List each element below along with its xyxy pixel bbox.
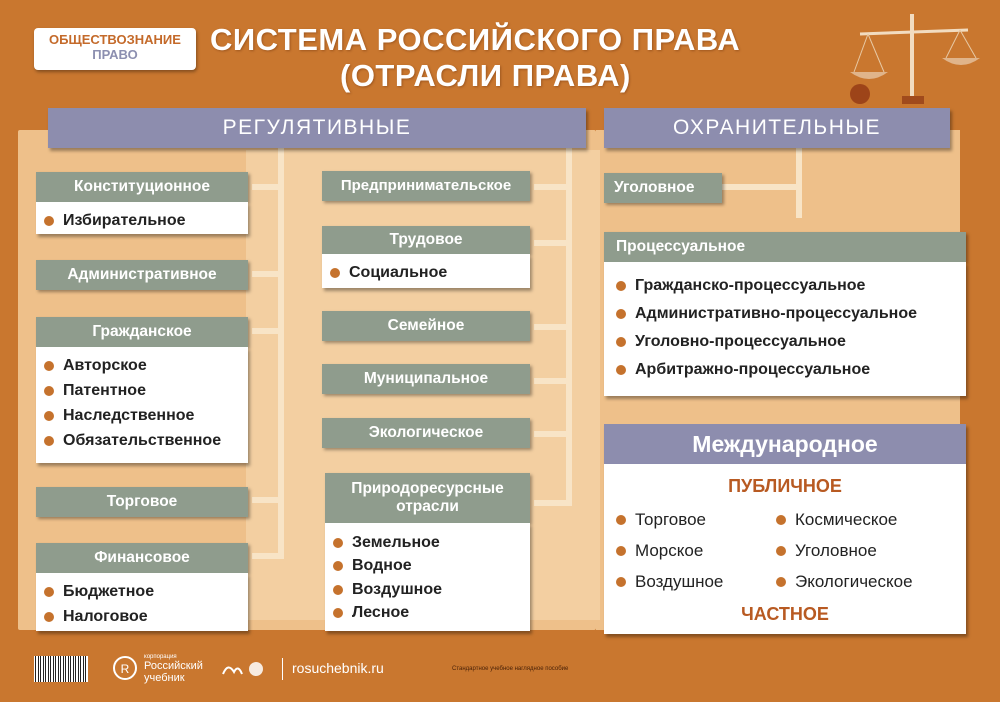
scales-icon [840,6,990,116]
publisher-name [144,654,203,684]
subject-badge [34,28,196,70]
subject-line1: ОБЩЕСТВОЗНАНИЕ [49,32,181,47]
administrative-label: Административное [36,260,248,290]
list-item: Уголовно-процессуальное [616,328,966,356]
list-item: Земельное [333,531,530,555]
civil-label: Гражданское [36,317,248,347]
list-item: Уголовное [776,535,913,566]
arrow-left-icon [534,431,572,437]
constitutional-list [36,202,248,234]
subject-line2: ПРАВО [92,47,138,62]
procedural-label: Процессуальное [604,232,966,262]
entrepreneurial-label: Предпринимательское [322,171,530,201]
natural-resources-line1: Природоресурсные [351,480,504,498]
list-item: Обязательственное [44,428,248,453]
constitutional-label: Конституционное [36,172,248,202]
public-left-list [616,504,723,597]
barcode-icon [34,656,88,682]
arrow-down-icon [796,148,802,218]
list-item: Торговое [616,504,723,535]
ecological-label: Экологическое [322,418,530,448]
private-title: ЧАСТНОЕ [741,604,829,624]
arrow-left-icon [252,328,284,334]
list-item: Патентное [44,378,248,403]
procedural-list [604,262,966,396]
natural-resources-label [325,473,530,523]
labor-label: Трудовое [322,226,530,254]
footer-divider [282,658,283,680]
regulative-heading: РЕГУЛЯТИВНЫЕ [48,108,586,148]
publisher-line2: учебник [144,672,185,684]
arrow-left-icon [252,271,284,277]
list-item: Арбитражно-процессуальное [616,356,966,384]
list-item: Гражданско-процессуальное [616,272,966,300]
public-right-list [776,504,913,597]
list-item: Воздушное [333,578,530,602]
labor-list [322,254,530,288]
financial-label: Финансовое [36,543,248,573]
natural-resources-line2: отрасли [396,498,459,515]
list-item: Лесное [333,602,530,626]
civil-list [36,347,248,463]
publisher-logo-icon [112,655,138,681]
publisher-small: корпорация [144,654,177,660]
list-item: Избирательное [44,208,248,233]
trade-label: Торговое [36,487,248,517]
list-item: Административно-процессуальное [616,300,966,328]
list-item: Бюджетное [44,579,248,604]
list-item: Социальное [330,260,530,285]
list-item: Космическое [776,504,913,535]
protective-heading: ОХРАНИТЕЛЬНЫЕ [604,108,950,148]
criminal-label: Уголовное [604,173,722,203]
partner-logos [220,660,268,678]
family-label: Семейное [322,311,530,341]
list-item: Налоговое [44,604,248,629]
financial-list [36,573,248,631]
arrow-left-icon [534,378,572,384]
list-item: Водное [333,555,530,579]
site-link[interactable]: rosuchebnik.ru [292,660,384,676]
public-title: ПУБЛИЧНОЕ [728,476,842,496]
footer-note: Стандартное учебное наглядное пособие [452,666,569,672]
list-item: Воздушное [616,566,723,597]
international-heading: Международное [604,424,966,464]
arrow-left-icon [252,184,284,190]
list-item: Экологическое [776,566,913,597]
international-box [604,464,966,634]
arrow-left-icon [534,240,572,246]
arrow-left-icon [534,324,572,330]
arrow-left-icon [252,497,284,503]
municipal-label: Муниципальное [322,364,530,394]
arrow-left-icon [534,184,572,190]
natural-resources-list [325,523,530,631]
publisher-line1: Российский [144,660,203,672]
arrow-left-icon [720,184,800,190]
poster-title-line2: (ОТРАСЛИ ПРАВА) [340,58,631,93]
list-item: Наследственное [44,403,248,428]
svg-text:R: R [120,662,130,676]
list-item: Морское [616,535,723,566]
arrow-left-icon [534,500,572,506]
poster-title-line1: СИСТЕМА РОССИЙСКОГО ПРАВА [210,22,741,57]
list-item: Авторское [44,353,248,378]
arrow-left-icon [252,553,284,559]
